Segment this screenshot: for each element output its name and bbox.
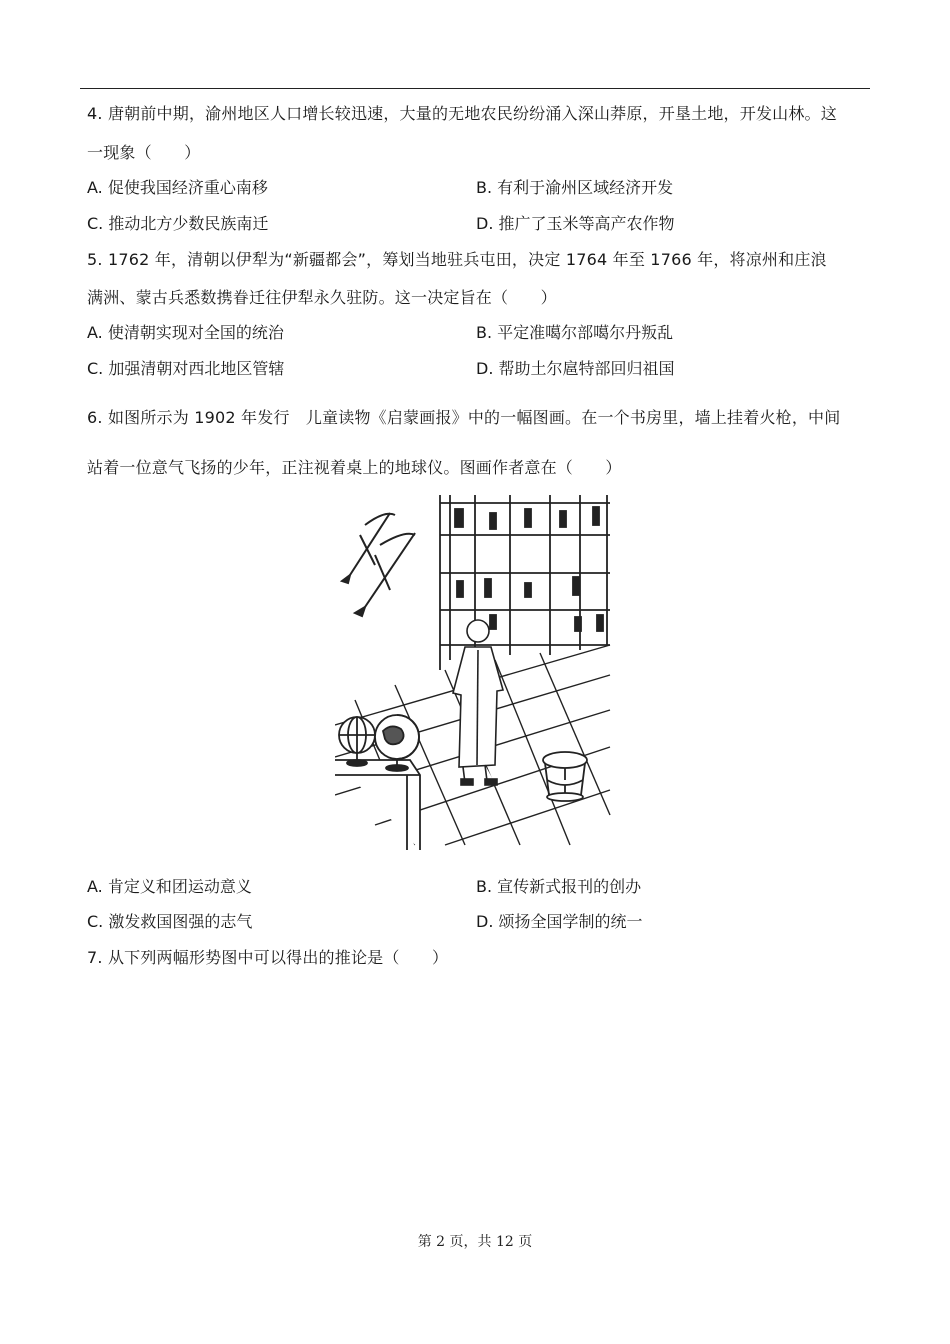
header-rule bbox=[80, 88, 870, 89]
q4-option-d[interactable]: D. 推广了玉米等高产农作物 bbox=[476, 214, 675, 233]
q4-stem-line-1: 4. 唐朝前中期，渝州地区人口增长较迅速，大量的无地农民纷纷涌入深山莽原，开垦土地，开发山林。这 bbox=[87, 104, 837, 123]
round-stool bbox=[543, 752, 587, 801]
q5-option-a[interactable]: A. 使清朝实现对全国的统治 bbox=[87, 323, 284, 342]
page-footer: 第 2 页，共 12 页 bbox=[417, 1234, 533, 1250]
q5-stem-line-2: 满洲、蒙古兵悉数携眷迁往伊犁永久驻防。这一决定旨在（ ） bbox=[87, 288, 557, 307]
q6-option-b[interactable]: B. 宣传新式报刊的创办 bbox=[476, 877, 642, 896]
study-room-illustration bbox=[335, 495, 615, 850]
q6-stem-line-2: 站着一位意气飞扬的少年，正注视着桌上的地球仪。图画作者意在（ ） bbox=[87, 458, 622, 477]
q4-option-b[interactable]: B. 有利于渝州区域经济开发 bbox=[476, 178, 674, 197]
q5-stem-line-1: 5. 1762 年，清朝以伊犁为“新疆都会”，筹划当地驻兵屯田，决定 1764 年至 1766 年，将凉州和庄浪 bbox=[87, 250, 827, 269]
q4-stem-line-2: 一现象（ ） bbox=[87, 143, 201, 162]
q6-option-c[interactable]: C. 激发救国图强的志气 bbox=[87, 912, 253, 931]
q5-option-b[interactable]: B. 平定准噶尔部噶尔丹叛乱 bbox=[476, 323, 674, 342]
q6-option-d[interactable]: D. 颂扬全国学制的统一 bbox=[476, 912, 643, 931]
q4-option-a[interactable]: A. 促使我国经济重心南移 bbox=[87, 178, 268, 197]
q5-option-c[interactable]: C. 加强清朝对西北地区管辖 bbox=[87, 359, 285, 378]
q7-stem-line-1: 7. 从下列两幅形势图中可以得出的推论是（ ） bbox=[87, 948, 449, 967]
q5-option-d[interactable]: D. 帮助土尔扈特部回归祖国 bbox=[476, 359, 675, 378]
muskets bbox=[342, 513, 415, 616]
table-with-globes bbox=[335, 715, 420, 850]
q6-stem-line-1: 6. 如图所示为 1902 年发行 儿童读物《启蒙画报》中的一幅图画。在一个书房里，墙上挂着火枪，中间 bbox=[87, 408, 841, 427]
q4-option-c[interactable]: C. 推动北方少数民族南迁 bbox=[87, 214, 269, 233]
bookshelf bbox=[440, 495, 610, 670]
q6-option-a[interactable]: A. 肯定义和团运动意义 bbox=[87, 877, 252, 896]
